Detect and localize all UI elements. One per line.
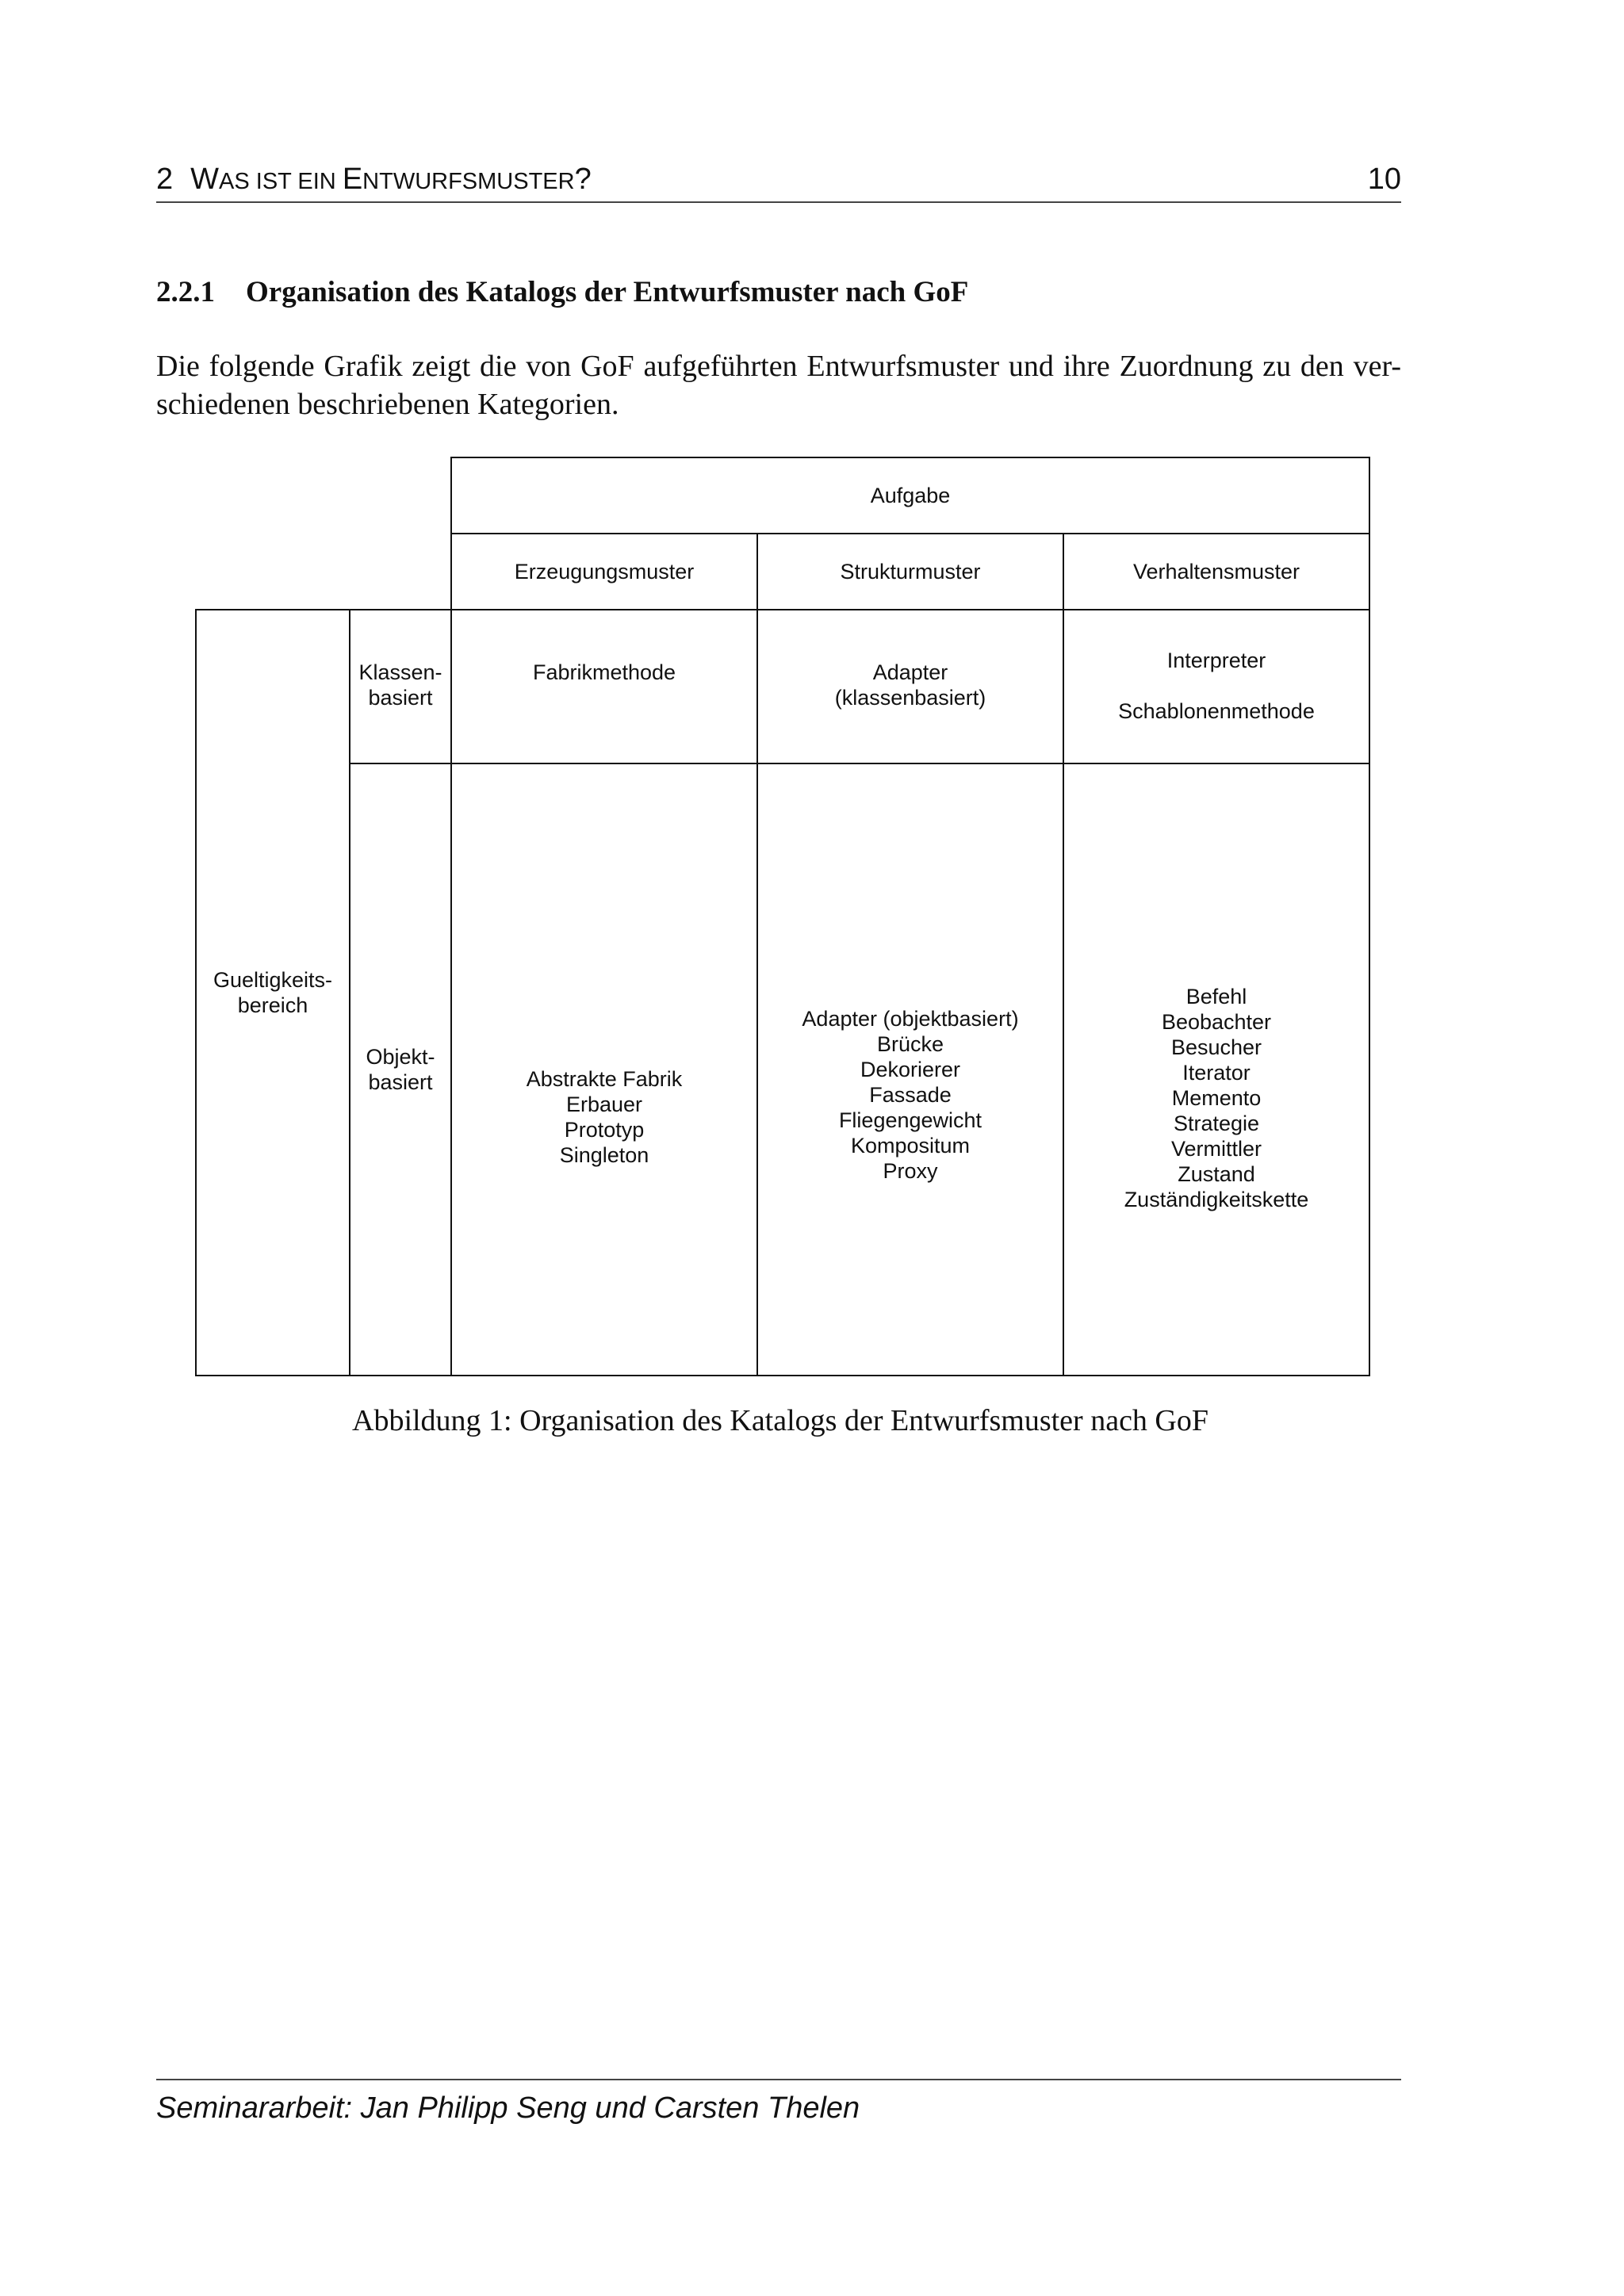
running-header [156, 162, 1401, 203]
pattern-name: Proxy [883, 1159, 938, 1183]
pattern-name: (klassenbasiert) [834, 686, 986, 710]
gueltigkeitsbereich-cell [195, 609, 350, 1376]
klassen-basiert-label-cell [349, 609, 452, 764]
column-header-label: Erzeugungsmuster [514, 560, 695, 584]
row-label: Objekt- [366, 1045, 435, 1069]
pattern-name: Singleton [559, 1143, 649, 1167]
subsection-number: 2.2.1 [156, 276, 215, 308]
subsection-title: Organisation des Katalogs der Entwurfsmuster nach GoF [246, 276, 969, 308]
pattern-name: Iterator [1182, 1061, 1251, 1085]
header-section-number: 2 [156, 163, 174, 196]
cell-klassen-struktur [756, 609, 1064, 764]
pattern-name: Beobachter [1161, 1010, 1272, 1034]
pattern-name: Fabrikmethode [532, 660, 676, 684]
header-title-part: ? [574, 163, 592, 196]
header-chapter [156, 163, 592, 197]
pattern-name: Schablonenmethode [1118, 699, 1315, 723]
cell-klassen-verhalten [1063, 609, 1370, 764]
pattern-name: Zuständigkeitskette [1124, 1188, 1309, 1211]
column-header-label: Verhaltensmuster [1132, 560, 1300, 584]
pattern-name: Dekorierer [860, 1058, 961, 1081]
column-header-struktur [756, 533, 1064, 610]
pattern-name: Besucher [1170, 1035, 1262, 1059]
pattern-name: Vermittler [1170, 1137, 1262, 1161]
pattern-name: Fliegengewicht [838, 1108, 982, 1132]
page-number: 10 [1367, 163, 1401, 196]
cell-objekt-struktur [756, 763, 1064, 1376]
row-label: basiert [368, 1070, 433, 1094]
cell-klassen-erzeugung [450, 609, 758, 764]
pattern-name: Interpreter [1166, 649, 1266, 672]
row-group-label: bereich [237, 993, 308, 1017]
aufgabe-header-cell [450, 457, 1370, 534]
pattern-name: Befehl [1185, 985, 1247, 1008]
pattern-name: Memento [1171, 1086, 1262, 1110]
header-title-part: E [342, 163, 363, 196]
column-header-erzeugung [450, 533, 758, 610]
cell-objekt-erzeugung [450, 763, 758, 1376]
body-paragraph [156, 347, 1401, 423]
pattern-name: Brücke [876, 1032, 944, 1056]
pattern-name: Kompositum [850, 1134, 971, 1158]
pattern-name: Fassade [869, 1083, 952, 1107]
column-header-verhalten [1063, 533, 1370, 610]
paragraph-line-2: schiedenen beschriebenen Kategorien. [156, 388, 619, 421]
pattern-name: Strategie [1173, 1112, 1260, 1135]
paragraph-line-1: Die folgende Grafik zeigt die von GoF aufgeführten Entwurfsmuster und ihre Zuordnung zu den ver- [156, 350, 1401, 383]
pattern-name: Abstrakte Fabrik [526, 1067, 683, 1091]
cell-objekt-verhalten [1063, 763, 1370, 1376]
row-label: basiert [368, 686, 433, 710]
header-title-part: W [190, 163, 220, 196]
pattern-name: Prototyp [564, 1118, 645, 1142]
objekt-basiert-label-cell [349, 763, 452, 1376]
column-header-label: Strukturmuster [840, 560, 981, 584]
subsection-heading [156, 275, 968, 309]
pattern-name: Adapter [872, 660, 948, 684]
header-chapter-title [190, 163, 592, 196]
pattern-name: Zustand [1178, 1162, 1255, 1186]
pattern-name: Adapter (objektbasiert) [802, 1007, 1019, 1031]
aufgabe-label: Aufgabe [870, 484, 951, 507]
row-label: Klassen- [358, 660, 442, 684]
figure-caption: Abbildung 1: Organisation des Katalogs der Entwurfsmuster nach GoF [352, 1404, 1209, 1437]
pattern-name: Erbauer [565, 1093, 643, 1116]
page-footer: Seminararbeit: Jan Philipp Seng und Carsten Thelen [156, 2079, 1401, 2126]
row-group-label: Gueltigkeits- [213, 968, 333, 992]
header-title-part: AS IST EIN [219, 169, 343, 194]
header-title-part: NTWURFSMUSTER [362, 169, 575, 194]
